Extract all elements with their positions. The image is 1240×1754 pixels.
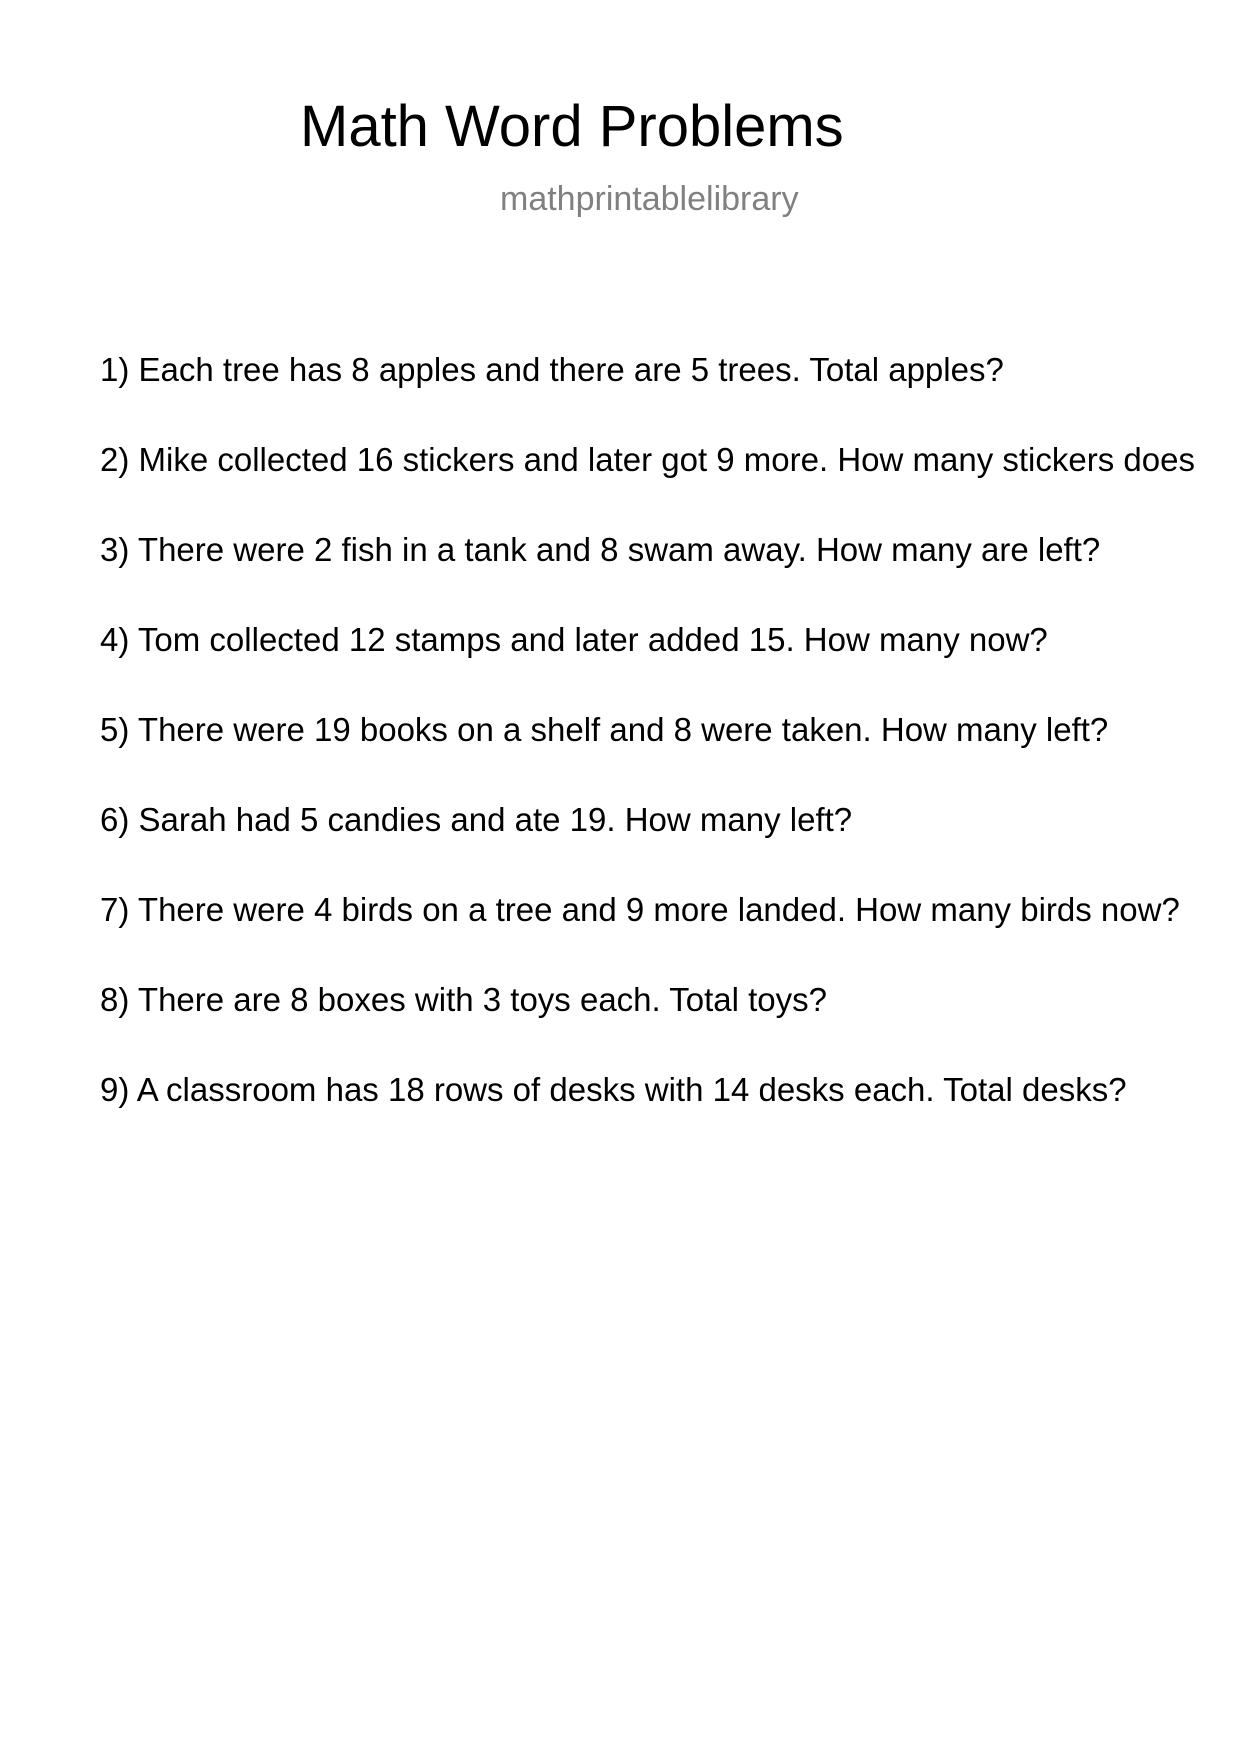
problem-7: 7) There were 4 birds on a tree and 9 more landed. How many birds now? [100, 892, 1180, 928]
problem-2: 2) Mike collected 16 stickers and later got 9 more. How many stickers does [100, 442, 1195, 478]
problem-3: 3) There were 2 fish in a tank and 8 swam away. How many are left? [100, 532, 1101, 568]
problem-1: 1) Each tree has 8 apples and there are 5 trees. Total apples? [100, 352, 1004, 388]
problem-list [100, 352, 1240, 1162]
problem-9: 9) A classroom has 18 rows of desks with 14 desks each. Total desks? [100, 1072, 1127, 1108]
worksheet-title: Math Word Problems [300, 94, 844, 159]
worksheet-subtitle: mathprintablelibrary [500, 180, 799, 218]
problem-6: 6) Sarah had 5 candies and ate 19. How many left? [100, 802, 853, 838]
problem-5: 5) There were 19 books on a shelf and 8 were taken. How many left? [100, 712, 1109, 748]
problem-8: 8) There are 8 boxes with 3 toys each. Total toys? [100, 982, 828, 1018]
problem-4: 4) Tom collected 12 stamps and later added 15. How many now? [100, 622, 1048, 658]
